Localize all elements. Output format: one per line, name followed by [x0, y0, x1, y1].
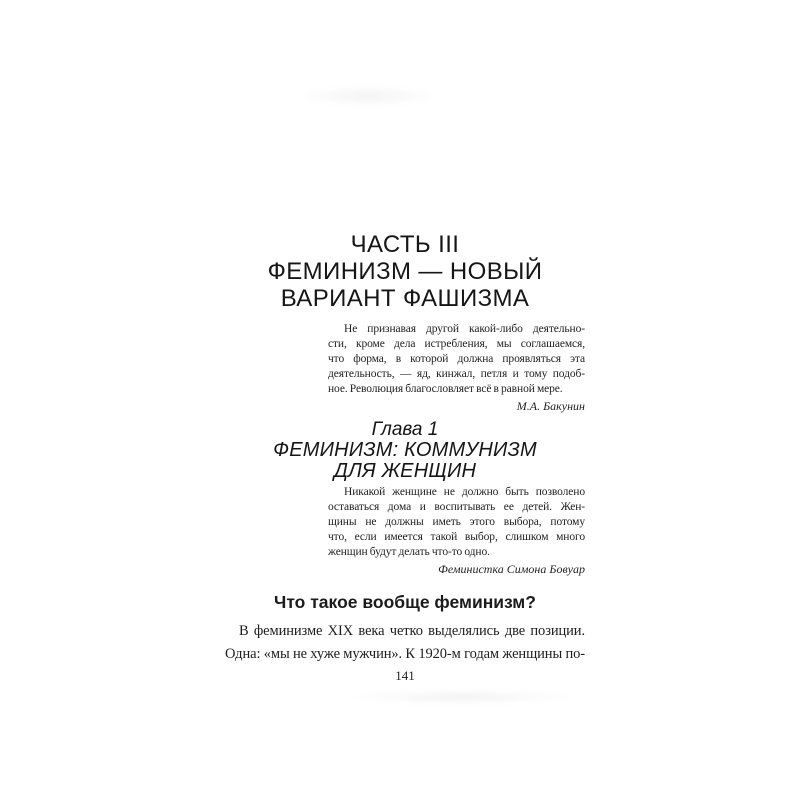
scan-artifact-top: [295, 86, 440, 106]
epigraph-quote-line: щины не должны иметь этого выбора, потому: [328, 516, 585, 528]
chapter-heading: [225, 419, 585, 482]
epigraph-quote-line: деятельность, — яд, кинжал, петля и тому подоб-: [328, 368, 585, 380]
chapter-title: [225, 440, 585, 482]
epigraph-beauvoir: [328, 485, 585, 577]
epigraph-quote-line: что форма, в которой должна проявляться эта: [328, 353, 585, 365]
part-title-line: ЧАСТЬ III: [350, 231, 460, 258]
epigraph-bakunin: [328, 322, 585, 414]
body-paragraph: [225, 620, 585, 665]
chapter-title-line: ФЕМИНИЗМ: КОММУНИЗМ: [273, 439, 537, 461]
epigraph-quote-line: оставаться дома и воспитывать ее детей. Жен-: [328, 501, 585, 513]
scan-artifact-bottom: [350, 690, 575, 704]
epigraph-quote-line: Никакой женщине не должно быть позволено: [344, 486, 585, 498]
part-title-line: ФЕМИНИЗМ — НОВЫЙ: [267, 258, 543, 285]
epigraph-author: М.А. Бакунин: [516, 399, 585, 413]
chapter-title-line: ДЛЯ ЖЕНЩИН: [333, 460, 477, 482]
chapter-number: Глава 1: [371, 419, 439, 440]
epigraph-quote-line: что, если имеется такой выбор, слишком много: [328, 531, 585, 543]
epigraph-quote-line: ное. Революция благословляет всё в равной мере.: [328, 383, 563, 395]
epigraph-quote-line: Не признавая другой какой-либо деятельно-: [344, 323, 585, 335]
epigraph-quote-line: женщин будут делать что-то одно.: [328, 546, 490, 558]
text-column: [225, 231, 585, 684]
part-title: [225, 231, 585, 312]
epigraph-author: Феминистка Симона Бовуар: [438, 562, 585, 576]
epigraph-quote-line: сти, кроме дела истребления, мы соглашаемся,: [328, 338, 585, 350]
page-number: 141: [395, 668, 415, 683]
epigraph-quote: [328, 485, 585, 560]
part-title-line: ВАРИАНТ ФАШИЗМА: [280, 285, 530, 312]
body-text-line: В феминизме XIX века четко выделялись две позиции.: [239, 623, 585, 639]
epigraph-quote: [328, 322, 585, 397]
body-text-line: Одна: «мы не хуже мужчин». К 1920-м годам женщины по-: [225, 645, 585, 662]
section-heading: Что такое вообще феминизм?: [274, 592, 536, 612]
